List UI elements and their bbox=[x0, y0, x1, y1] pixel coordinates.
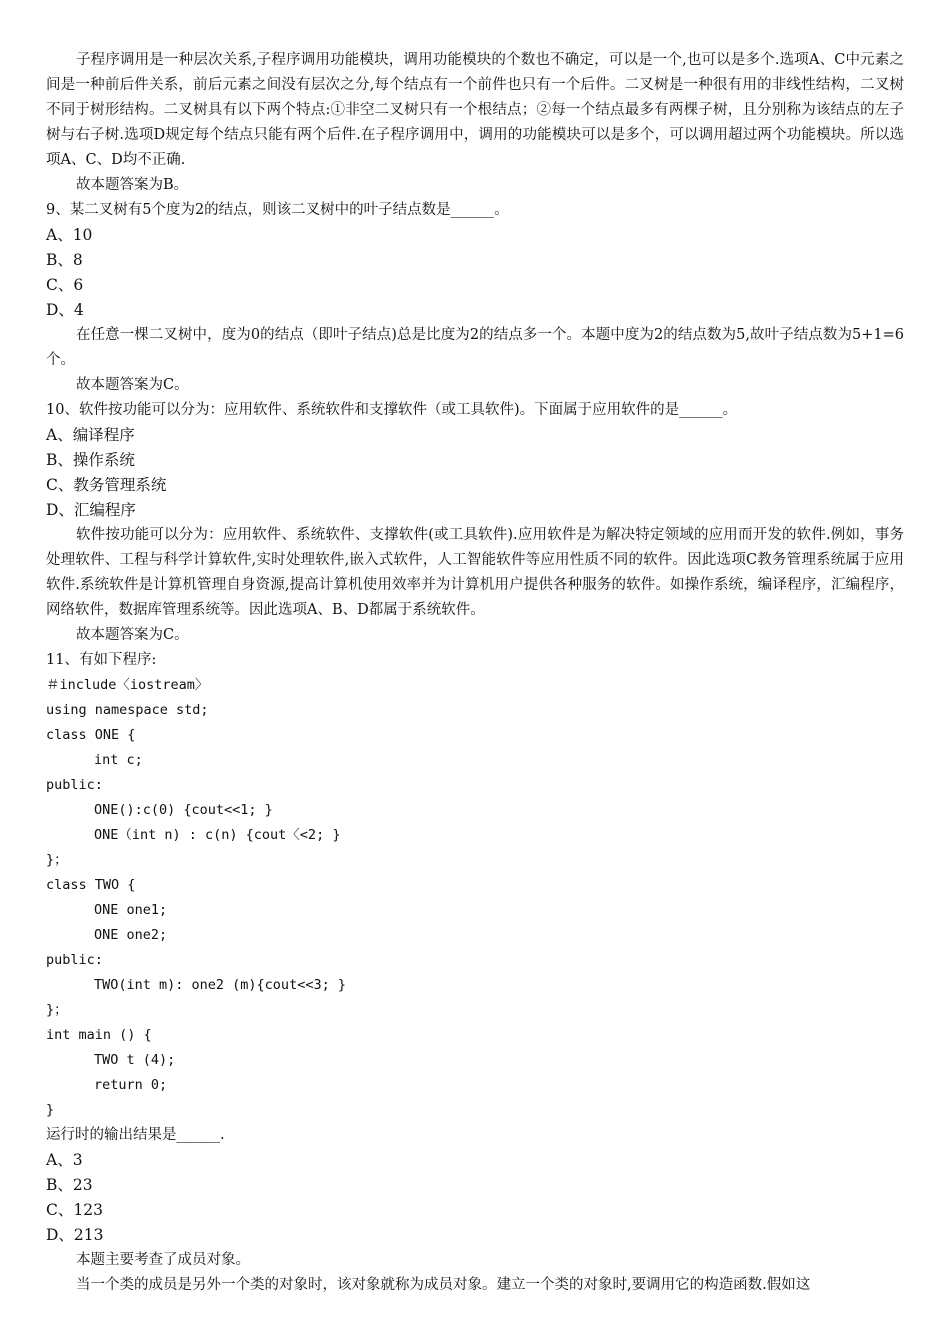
q11-option-c: C、123 bbox=[46, 1201, 103, 1219]
code-line: }； bbox=[46, 852, 68, 868]
code-line: public: bbox=[46, 777, 103, 793]
q9-option-b: B、8 bbox=[46, 251, 83, 269]
q11-option-a: A、3 bbox=[46, 1151, 83, 1169]
q10-stem: 10、软件按功能可以分为：应用软件、系统软件和支撑软件（或工具软件)。下面属于应用软件的是______。 bbox=[46, 402, 738, 418]
document-page bbox=[46, 48, 904, 1298]
code-line: class ONE { bbox=[46, 727, 136, 743]
code-line: ONE（int n) : c(n) {cout〈<2; } bbox=[94, 827, 341, 843]
q10-answer: 故本题答案为C。 bbox=[76, 627, 189, 643]
q10-option-c: C、教务管理系统 bbox=[46, 476, 167, 494]
q11-option-b: B、23 bbox=[46, 1176, 93, 1194]
q9-explanation: 在任意一棵二叉树中，度为0的结点（即叶子结点)总是比度为2的结点多一个。本题中度为2的结点数为5,故叶子结点数为5+1=6个。 bbox=[46, 327, 904, 368]
q9-stem: 9、某二叉树有5个度为2的结点，则该二叉树中的叶子结点数是______。 bbox=[46, 202, 509, 218]
q9-option-d: D、4 bbox=[46, 301, 84, 319]
code-line: int main () { bbox=[46, 1027, 152, 1043]
code-line: } bbox=[46, 1102, 55, 1118]
q11-explanation-1: 本题主要考查了成员对象。 bbox=[76, 1252, 250, 1268]
q11-explanation-2: 当一个类的成员是另外一个类的对象时，该对象就称为成员对象。建立一个类的对象时,要调用它的构造函数.假如这 bbox=[76, 1277, 811, 1293]
q11-stem: 11、有如下程序: bbox=[46, 652, 157, 668]
code-line: ONE():c(0) {cout<<1; } bbox=[94, 802, 273, 818]
q9-answer: 故本题答案为C。 bbox=[76, 377, 189, 393]
code-line: ONE one1; bbox=[94, 902, 168, 918]
q10-explanation: 软件按功能可以分为：应用软件、系统软件、支撑软件(或工具软件).应用软件是为解决特定领域的应用而开发的软件.例如，事务处理软件、工程与科学计算软件,实时处理软件,嵌入式软件，人工智能软件等应用性质不同的软件。因此选项C教务管理系统属于应用软件.系统软件是计算机管理自身资源,提高计算机使用效率并为计算机用户提供各种服务的软件。如操作系统，编译程序，汇编程序，网络软件，数据库管理系统等。因此选项A、B、D都属于系统软件。 bbox=[46, 527, 904, 618]
q9-option-a: A、10 bbox=[46, 226, 93, 244]
intro-answer: 故本题答案为B。 bbox=[76, 177, 189, 193]
q9-option-c: C、6 bbox=[46, 276, 84, 294]
code-line: TWO t (4); bbox=[94, 1052, 176, 1068]
q11-result-prompt: 运行时的输出结果是______. bbox=[46, 1127, 225, 1143]
q10-option-a: A、编译程序 bbox=[46, 426, 135, 444]
code-line: public: bbox=[46, 952, 103, 968]
code-line: ONE one2; bbox=[94, 927, 168, 943]
code-line: using namespace std; bbox=[46, 702, 209, 718]
q11-option-d: D、213 bbox=[46, 1226, 104, 1244]
code-line: class TWO { bbox=[46, 877, 136, 893]
code-line: int c; bbox=[94, 752, 143, 768]
code-line: TWO(int m): one2 (m){cout<<3; } bbox=[94, 977, 346, 993]
code-line: }； bbox=[46, 1002, 68, 1018]
q10-option-d: D、汇编程序 bbox=[46, 501, 136, 519]
code-line: ＃include〈iostream〉 bbox=[46, 677, 209, 693]
code-line: return 0; bbox=[94, 1077, 168, 1093]
intro-explanation: 子程序调用是一种层次关系,子程序调用功能模块，调用功能模块的个数也不确定，可以是一个,也可以是多个.选项A、C中元素之间是一种前后件关系，前后元素之间没有层次之分,每个结点有一个前件也只有一个后件。二叉树是一种很有用的非线性结构，二叉树不同于树形结构。二叉树具有以下两个特点:①非空二叉树只有一个根结点；②每一个结点最多有两棵子树，且分别称为该结点的左子树与右子树.选项D规定每个结点只能有两个后件.在子程序调用中，调用的功能模块可以是多个，可以调用超过两个功能模块。所以选项A、C、D均不正确. bbox=[46, 52, 904, 168]
q10-option-b: B、操作系统 bbox=[46, 451, 135, 469]
